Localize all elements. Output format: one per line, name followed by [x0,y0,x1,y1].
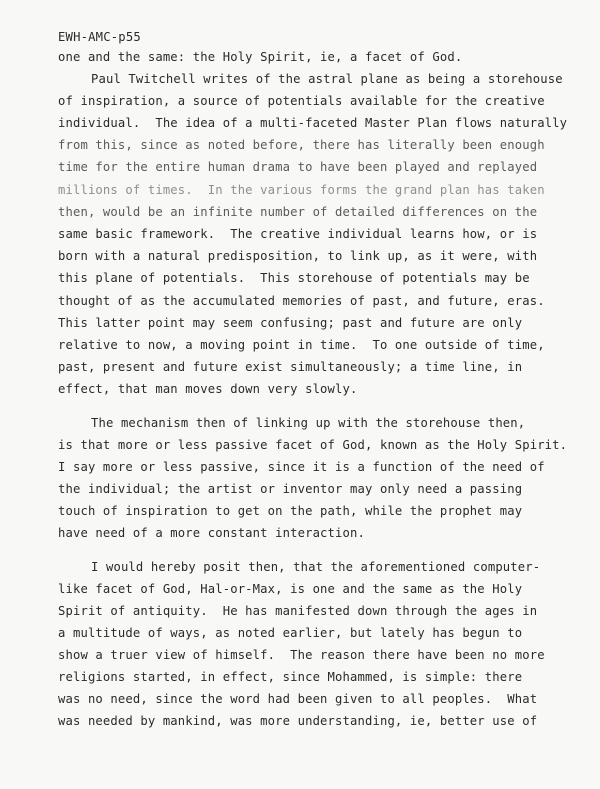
text-line: like facet of God, Hal-or-Max, is one and the same as the Holy [58,582,523,596]
text-line: I would hereby posit then, that the aforementioned computer- [91,560,541,574]
text-line: one and the same: the Holy Spirit, ie, a facet of God. [58,50,463,64]
text-line: Spirit of antiquity. He has manifested down through the ages in [58,604,538,618]
text-line: this plane of potentials. This storehouse of potentials may be [58,271,530,285]
text-line: I say more or less passive, since it is a function of the need of [58,460,545,474]
text-line: a multitude of ways, as noted earlier, but lately has begun to [58,626,523,640]
text-line: time for the entire human drama to have been played and replayed [58,160,538,174]
text-line: was needed by mankind, was more understanding, ie, better use of [58,714,538,728]
text-line: religions started, in effect, since Mohammed, is simple: there [58,670,523,684]
text-line: of inspiration, a source of potentials available for the creative [58,94,545,108]
text-line: show a truer view of himself. The reason there have been no more [58,648,545,662]
text-line: same basic framework. The creative individual learns how, or is [58,227,538,241]
text-line: then, would be an infinite number of detailed differences on the [58,205,538,219]
text-line: thought of as the accumulated memories of past, and future, eras. [58,294,545,308]
text-line: millions of times. In the various forms the grand plan has taken [58,183,545,197]
text-line: is that more or less passive facet of God, known as the Holy Spirit. [58,438,568,452]
text-line: effect, that man moves down very slowly. [58,382,358,396]
text-line: relative to now, a moving point in time. To one outside of time, [58,338,545,352]
text-line: have need of a more constant interaction. [58,526,365,540]
text-line: past, present and future exist simultaneously; a time line, in [58,360,523,374]
text-line: from this, since as noted before, there has literally been enough [58,138,545,152]
text-line: born with a natural predisposition, to link up, as it were, with [58,249,538,263]
text-line: This latter point may seem confusing; past and future are only [58,316,523,330]
text-line: was no need, since the word had been given to all peoples. What [58,692,538,706]
text-line: individual. The idea of a multi-faceted Master Plan flows naturally [58,116,568,130]
text-line: touch of inspiration to get on the path, while the prophet may [58,504,523,518]
text-line: the individual; the artist or inventor may only need a passing [58,482,523,496]
page-header: EWH-AMC-p55 [58,30,141,44]
text-line: The mechanism then of linking up with the storehouse then, [91,416,526,430]
text-line: Paul Twitchell writes of the astral plane as being a storehouse [91,72,563,86]
